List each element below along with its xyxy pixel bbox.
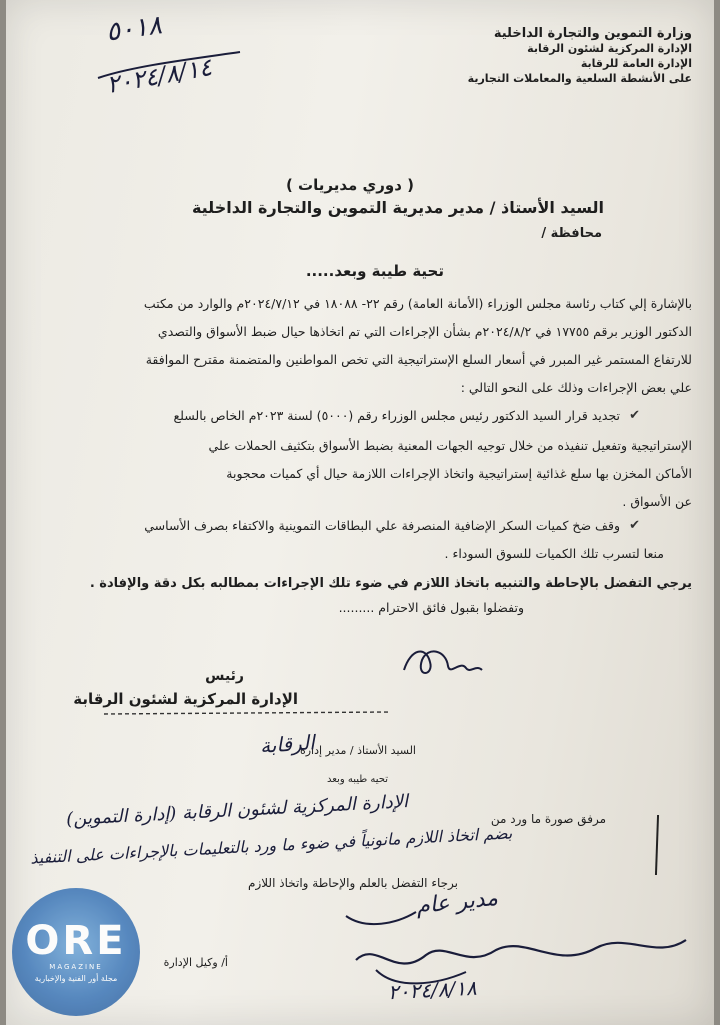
check-mark-icon: ✔: [629, 408, 640, 423]
annotation-line-1-printed: مرفق صورة ما ورد من: [490, 812, 606, 826]
annotation-line-1-hand: الإدارة المركزية لشئون الرقابة (إدارة التموين): [65, 791, 409, 830]
annotation-footer-left: أ/ وكيل الإدارة: [163, 956, 228, 969]
signatory-title: رئيس: [205, 668, 244, 684]
circular-label: ( دوري مديريات ): [285, 176, 414, 194]
handwritten-ref-date: ٢٠٢٤/٨/١٤: [104, 52, 215, 100]
paragraph-line-2: الدكتور الوزير برقم ١٧٧٥٥ في ٢٠٢٤/٨/٢م بشأن الإجراءات التي تم اتخاذها حيال ضبط الأسواق والتصدي: [157, 324, 692, 339]
paragraph-line-3: للارتفاع المستمر غير المبرر في أسعار السلع الإستراتيجية التي تخص المواطنين والمتضمنة مقترح الموافقة: [145, 352, 692, 367]
logo-text: ORE: [25, 918, 127, 964]
letterhead: [468, 26, 692, 86]
item2-line-2: منعا لتسرب تلك الكميات للسوق السوداء .: [444, 546, 664, 561]
annotation-greeting: تحيه طيبه وبعد: [326, 774, 388, 785]
letterhead-line-4: على الأنشطة السلعية والمعاملات التجارية: [467, 72, 692, 85]
letterhead-line-2: الإدارة المركزية لشئون الرقابة: [527, 42, 692, 55]
governorate: محافظة /: [541, 226, 602, 241]
paragraph-line-1: بالإشارة إلي كتاب رئاسة مجلس الوزراء (الأمانة العامة) رقم ٢٢- ١٨٠٨٨ في ٢٠٢٤/٧/١٢م والوارد من مكتب: [143, 296, 692, 311]
annotation-date-hand: ٢٠٢٤/٨/١٨: [387, 975, 478, 1005]
annotation-addressee-hand: الرقابة: [259, 730, 316, 758]
ministry-name: وزارة التموين والتجارة الداخلية: [493, 26, 692, 41]
item1-line-4: عن الأسواق .: [622, 494, 692, 509]
handwritten-ref-number: ٥٠١٨: [104, 10, 164, 48]
check-mark-icon: ✔: [629, 518, 640, 533]
signatory-dept: الإدارة المركزية لشئون الرقابة: [73, 690, 298, 708]
addressee: السيد الأستاذ / مدير مديرية التموين والتجارة الداخلية: [191, 198, 604, 217]
item2-line-1: وقف ضخ كميات السكر الإضافية المنصرفة علي البطاقات التموينية والاكتفاء بصرف الأساسي: [144, 518, 620, 533]
annotation-line-3: برجاء التفضل بالعلم والإحاطة واتخاذ اللازم: [248, 876, 458, 890]
ore-magazine-logo: [12, 888, 140, 1016]
document-page: [6, 0, 714, 1025]
greeting: تحية طيبة وبعد.....: [305, 262, 444, 280]
request-line: يرجي التفضل بالإحاطة والتنبيه باتخاذ اللازم في ضوء تلك الإجراءات بمطالبه بكل دقة والإفادة .: [89, 576, 692, 591]
annotation-line-2-hand: بضم اتخاذ اللازم مانونياً في ضوء ما ورد بالتعليمات بالإجراءات على التنفيذ: [29, 823, 513, 868]
annotation-addressee: السيد الأستاذ / مدير إدارة: [299, 744, 416, 757]
dashed-underline: [102, 706, 392, 720]
paragraph-line-4: علي بعض الإجراءات وذلك على النحو التالي :: [460, 380, 692, 395]
item1-line-2: الإستراتيجية وتفعيل تنفيذه من خلال توجيه الجهات المعنية بضبط الأسواق بتكثيف الحملات علي: [208, 438, 692, 453]
handwritten-underline: [94, 46, 244, 86]
item1-line-3: الأماكن المخزن بها سلع غذائية إستراتيجية واتخاذ الإجراءات اللازمة حيال أي كميات محجوبة: [226, 466, 692, 481]
annotation-sign-hand: مدير عام: [414, 885, 500, 920]
closing-line: وتفضلوا بقبول فائق الاحترام .........: [338, 600, 524, 615]
logo-subtext: MAGAZINE: [49, 963, 103, 971]
letterhead-line-3: الإدارة العامة للرقابة: [580, 57, 692, 70]
margin-line: [655, 815, 659, 875]
logo-tagline: مجلة أور الفنية والإخبارية: [34, 974, 118, 983]
handwritten-signature: [396, 640, 486, 685]
item1-line-1: تجديد قرار السيد الدكتور رئيس مجلس الوزراء رقم (٥٠٠٠) لسنة ٢٠٢٣م الخاص بالسلع: [173, 408, 620, 423]
